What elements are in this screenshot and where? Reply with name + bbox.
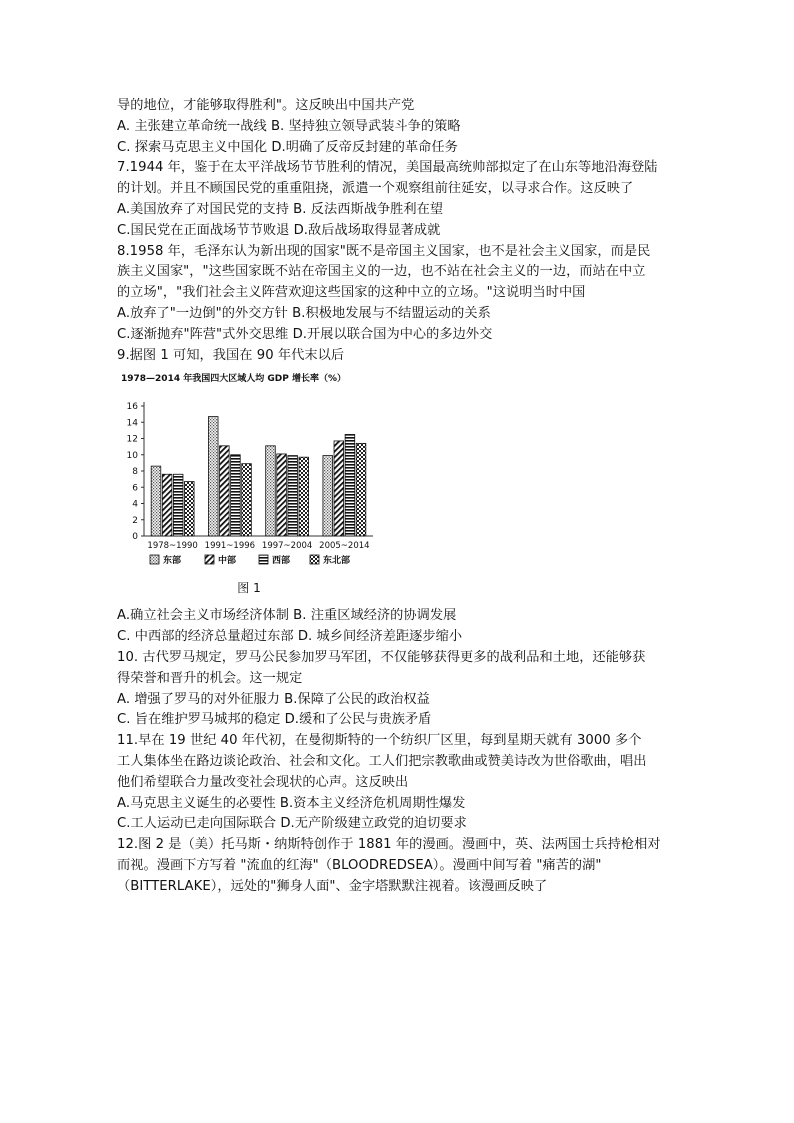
text-line: 11.早在 19 世纪 40 年代初，在曼彻斯特的一个纺织厂区里，每到星期天就有 3000 多个 xyxy=(117,733,642,749)
y-tick-label: 12 xyxy=(126,434,138,445)
text-line: C.逐渐抛弃"阵营"式外交思维 D.开展以联合国为中心的多边外交 xyxy=(117,326,493,342)
text-line: 8.1958 年，毛泽东认为新出现的国家"既不是帝国主义国家，也不是社会主义国家，而是民 xyxy=(117,243,651,259)
figure-1 xyxy=(117,368,682,604)
legend-label: 东部 xyxy=(163,556,182,567)
bar xyxy=(220,446,230,536)
y-tick-label: 16 xyxy=(126,402,138,413)
exam-page xyxy=(117,96,682,898)
text-line: A. 主张建立革命统一战线 B. 坚持独立领导武装斗争的策略 xyxy=(117,118,461,134)
text-line: A.美国放弃了对国民党的支持 B. 反法西斯战争胜利在望 xyxy=(117,201,444,217)
text-line: A.放弃了"一边倒"的外交方针 B.积极地发展与不结盟运动的关系 xyxy=(117,305,491,321)
text-line: 10. 古代罗马规定，罗马公民参加罗马军团，不仅能够获得更多的战利品和土地，还能够获 xyxy=(117,649,646,665)
chart-title: 1978—2014 年我国四大区域人均 GDP 增长率（%） xyxy=(121,374,346,385)
text-line: 7.1944 年，鉴于在太平洋战场节节胜利的情况，美国最高统帅部拟定了在山东等地沿海登陆 xyxy=(117,160,658,176)
legend-swatch xyxy=(259,555,268,564)
text-line: 9.据图 1 可知，我国在 90 年代末以后 xyxy=(117,347,345,363)
y-tick-label: 4 xyxy=(132,499,138,510)
text-line: （BITTERLAKE），远处的"狮身人面"、金字塔默默注视着。该漫画反映了 xyxy=(117,878,548,894)
bar xyxy=(345,435,355,537)
bar xyxy=(288,456,298,536)
legend-swatch xyxy=(150,555,159,564)
text-line: 的计划。并且不顾国民党的重重阻挠，派遣一个观察组前往延安，以寻求合作。这反映了 xyxy=(117,181,634,197)
bar xyxy=(334,441,344,536)
text-line: 族主义国家"，"这些国家既不站在帝国主义的一边，也不站在社会主义的一边，而站在中立 xyxy=(117,264,646,280)
legend-swatch xyxy=(205,555,214,564)
text-line: 导的地位，才能够取得胜利"。这反映出中国共产党 xyxy=(117,98,415,113)
text-line: 的立场"，"我们社会主义阵营欢迎这些国家的这种中立的立场。"这说明当时中国 xyxy=(117,285,586,301)
text-line: 工人集体坐在路边谈论政治、社会和文化。工人们把宗教歌曲或赞美诗改为世俗歌曲，唱出 xyxy=(117,753,647,769)
text-line: C. 中西部的经济总量超过东部 D. 城乡间经济差距逐步缩小 xyxy=(117,629,463,645)
y-tick-label: 14 xyxy=(126,418,138,429)
x-tick-label: 2005~2014 xyxy=(319,541,370,552)
bar xyxy=(242,464,252,536)
bar xyxy=(356,444,366,537)
legend-label: 东北部 xyxy=(323,556,351,567)
y-tick-label: 2 xyxy=(132,516,138,527)
legend-swatch xyxy=(310,555,319,564)
text-line: A.确立社会主义市场经济体制 B. 注重区域经济的协调发展 xyxy=(117,608,457,624)
bar xyxy=(266,446,276,536)
legend-label: 西部 xyxy=(272,556,291,567)
bar xyxy=(162,475,172,537)
bar xyxy=(208,417,218,536)
text-line: 得荣誉和晋升的机会。这一规定 xyxy=(117,670,303,686)
text-line: C. 旨在维护罗马城邦的稳定 D.缓和了公民与贵族矛盾 xyxy=(117,712,432,728)
bar xyxy=(151,466,161,536)
question-text-bottom xyxy=(117,606,682,897)
text-line: C. 探索马克思主义中国化 D.明确了反帝反封建的革命任务 xyxy=(117,139,458,155)
y-tick-label: 8 xyxy=(132,467,138,478)
text-line: 而视。漫画下方写着 "流血的红海"（BLOODREDSEA）。漫画中间写着 "痛苦的湖" xyxy=(117,857,602,873)
y-tick-label: 10 xyxy=(126,451,138,462)
bar xyxy=(231,455,241,536)
bar-chart xyxy=(117,368,377,600)
text-line: C.工人运动已走向国际联合 D.无产阶级建立政党的迫切要求 xyxy=(117,816,467,832)
text-line: A. 增强了罗马的对外征服力 B.保障了公民的政治权益 xyxy=(117,691,430,707)
y-tick-label: 6 xyxy=(132,483,138,494)
text-line: C.国民党在正面战场节节败退 D.敌后战场取得显著成就 xyxy=(117,222,441,238)
figure-caption: 图 1 xyxy=(237,581,261,596)
text-line: 他们希望联合力量改变社会现状的心声。这反映出 xyxy=(117,774,409,790)
question-text-top xyxy=(117,96,682,366)
x-tick-label: 1997~2004 xyxy=(261,541,313,552)
bar xyxy=(323,456,333,536)
bar xyxy=(173,475,183,537)
bar xyxy=(299,458,309,537)
bar xyxy=(277,454,287,536)
x-tick-label: 1978~1990 xyxy=(147,541,198,552)
bar xyxy=(184,482,194,536)
legend-label: 中部 xyxy=(218,556,237,567)
x-tick-label: 1991~1996 xyxy=(204,541,256,552)
text-line: A.马克思主义诞生的必要性 B.资本主义经济危机周期性爆发 xyxy=(117,795,466,811)
y-tick-label: 0 xyxy=(132,532,138,543)
text-line: 12.图 2 是（美）托马斯・纳斯特创作于 1881 年的漫画。漫画中，英、法两国士兵持枪相对 xyxy=(117,837,661,853)
